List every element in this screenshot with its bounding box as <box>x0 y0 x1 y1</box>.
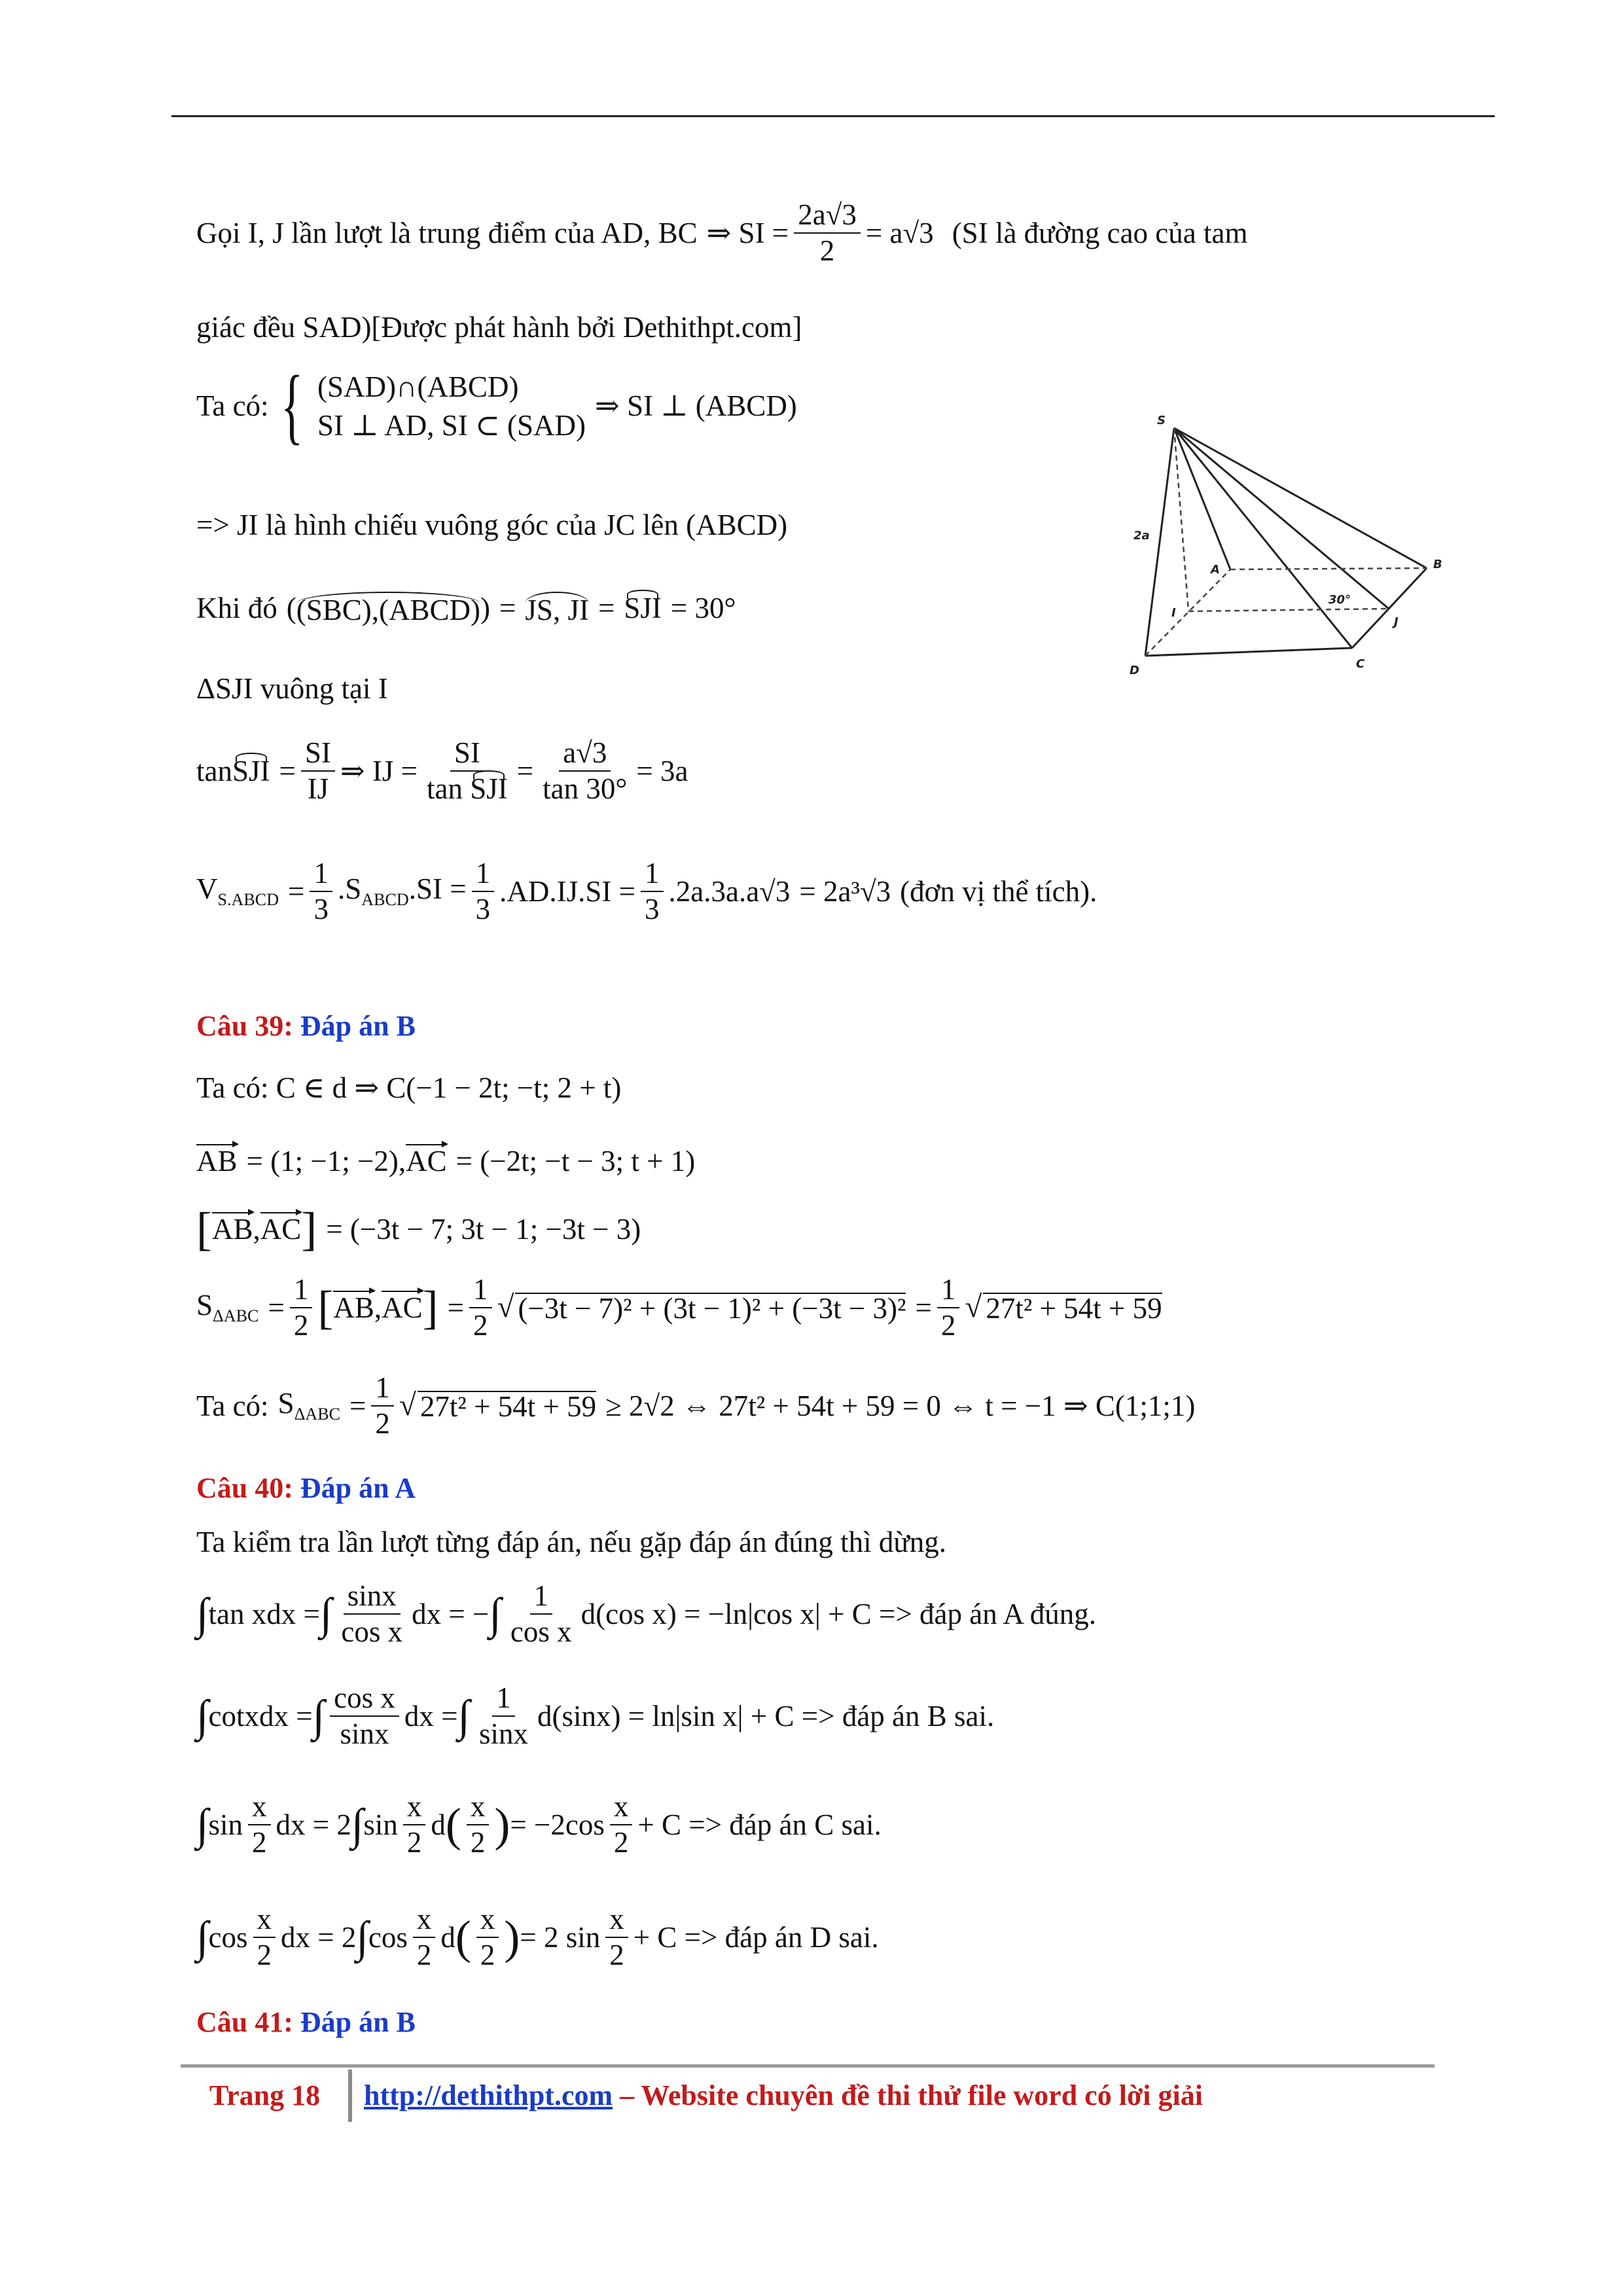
q40-option-b: ∫ cotxdx = ∫ $\frac{\text{cos x}}{\sin x}$ dx = ∫ $\frac{1}{\sin x}$ d(sinx) = ln|sin x| + C => đáp án B sai. <box>196 1681 995 1750</box>
question-40-heading: Câu 40: Đáp án A <box>196 1472 416 1504</box>
page-number: Trang 18 <box>209 2079 321 2111</box>
label-c: C <box>1356 657 1365 671</box>
label-b: B <box>1433 558 1442 571</box>
label-j: J <box>1394 615 1399 629</box>
q40-option-d: ∫ cos $\frac{x}{2}$ dx = 2 ∫ cos $\frac{x}{2}$ d ( $\frac{x}{2}$ ) = 2 sin $\frac{x}{2}$ + C => đáp án D sai. <box>196 1903 879 1971</box>
text-line-si: Gọi I, J lần lượt là trung điểm của AD, BC ⇒ SI = $\frac{2a√3}{2}$ = a√3 (SI là đường cao của tam <box>196 198 1248 267</box>
pyramid-figure <box>1106 401 1459 702</box>
volume-equation: $V_{S.ABCD}$ = $\frac{1}{3}$ $.S_{ABCD}.SI$ = $\frac{1}{3}$ .AD.IJ.SI = $\frac{1}{3}$ .2a.3a.a√3 = 2a³√3 (đơn vị thể tích). <box>196 857 1097 925</box>
label-angle: 30° <box>1329 593 1351 607</box>
footer-rule <box>181 2064 1435 2068</box>
footer-tagline: http://dethithpt.com – Website chuyên đề thi thử file word có lời giải <box>364 2079 1203 2111</box>
text-line-triangle: ΔSJI vuông tại I <box>196 672 388 705</box>
fraction-si: $\frac{2a√3}{2}$ <box>794 200 861 266</box>
header-rule <box>171 115 1495 117</box>
q39-vectors: AB = (1; −1; −2), AC = (−2t; −t − 3; t + 1) <box>196 1145 696 1177</box>
text-tail: (SI là đường cao của tam <box>952 216 1248 249</box>
tan-equation: tan SJI = $\frac{SI}{IJ}$ ⇒ IJ = $\frac{SI}{\text{tan SJI}}$ = $\frac{a√3}{\tan 30^\circ}$ = 3a <box>196 736 688 805</box>
system-equation: Ta có: { (SAD)∩(ABCD) SI ⊥ AD, SI ⊂ (SAD) ⇒ SI ⊥ (ABCD) <box>196 359 797 453</box>
q39-cross-product: [ AB , AC ] = (−3t − 7; 3t − 1; −3t − 3) <box>196 1203 641 1255</box>
q40-option-a: ∫ tan xdx = ∫ $\frac{\sin x}{\text{cos x}}$ dx = − ∫ $\frac{1}{\text{cos x}}$ d(cos x) = −ln|cos x| + C => đáp án A đúng. <box>196 1579 1096 1648</box>
angle-equation: Khi đó ( (SBC),(ABCD) ) = JS, JI = SJI = 30° <box>196 592 736 626</box>
brace-icon: { <box>280 359 303 453</box>
q39-conclusion: Ta có: $S_{\Delta ABC}$ = $\frac{1}{2}$ √ 27t² + 54t + 59 ≥ 2√2 ⇔ 27t² + 54t + 59 = 0 ⇔ t = −1 ⇒ C(1;1;1) <box>196 1371 1196 1440</box>
q39-area: $S_{\Delta ABC}$ = $\frac{1}{2}$ [ AB , AC ] = $\frac{1}{2}$ √ (−3t − 7)² + (3t − 1)² + (−3t − 3)² = $\frac{1}{2}$ √ 27t² + 54t + 59 <box>196 1273 1162 1342</box>
question-39-heading: Câu 39: Đáp án B <box>196 1010 416 1042</box>
footer-link[interactable]: http://dethithpt.com <box>364 2079 613 2111</box>
label-edge: 2a <box>1133 529 1150 543</box>
q40-intro: Ta kiểm tra lần lượt từng đáp án, nếu gặp đáp án đúng thì dừng. <box>196 1526 947 1558</box>
text-intro: Gọi I, J lần lượt là trung điểm của AD, BC <box>196 216 698 249</box>
text-line-sad: giác đều SAD)[Được phát hành bởi Dethithpt.com] <box>196 311 802 344</box>
footer-divider <box>348 2070 352 2122</box>
q39-line-1: Ta có: C ∈ d ⇒ C(−1 − 2t; −t; 2 + t) <box>196 1071 622 1104</box>
label-a: A <box>1211 563 1220 577</box>
label-s: S <box>1157 414 1166 427</box>
label-i: I <box>1171 606 1176 620</box>
text-line-projection: => JI là hình chiếu vuông góc của JC lên (ABCD) <box>196 509 788 541</box>
q40-option-c: ∫ sin $\frac{x}{2}$ dx = 2 ∫ sin $\frac{x}{2}$ d ( $\frac{x}{2}$ ) = −2cos $\frac{x}{2}$ + C => đáp án C sai. <box>196 1790 882 1859</box>
label-d: D <box>1130 664 1139 677</box>
question-41-heading: Câu 41: Đáp án B <box>196 2006 416 2038</box>
